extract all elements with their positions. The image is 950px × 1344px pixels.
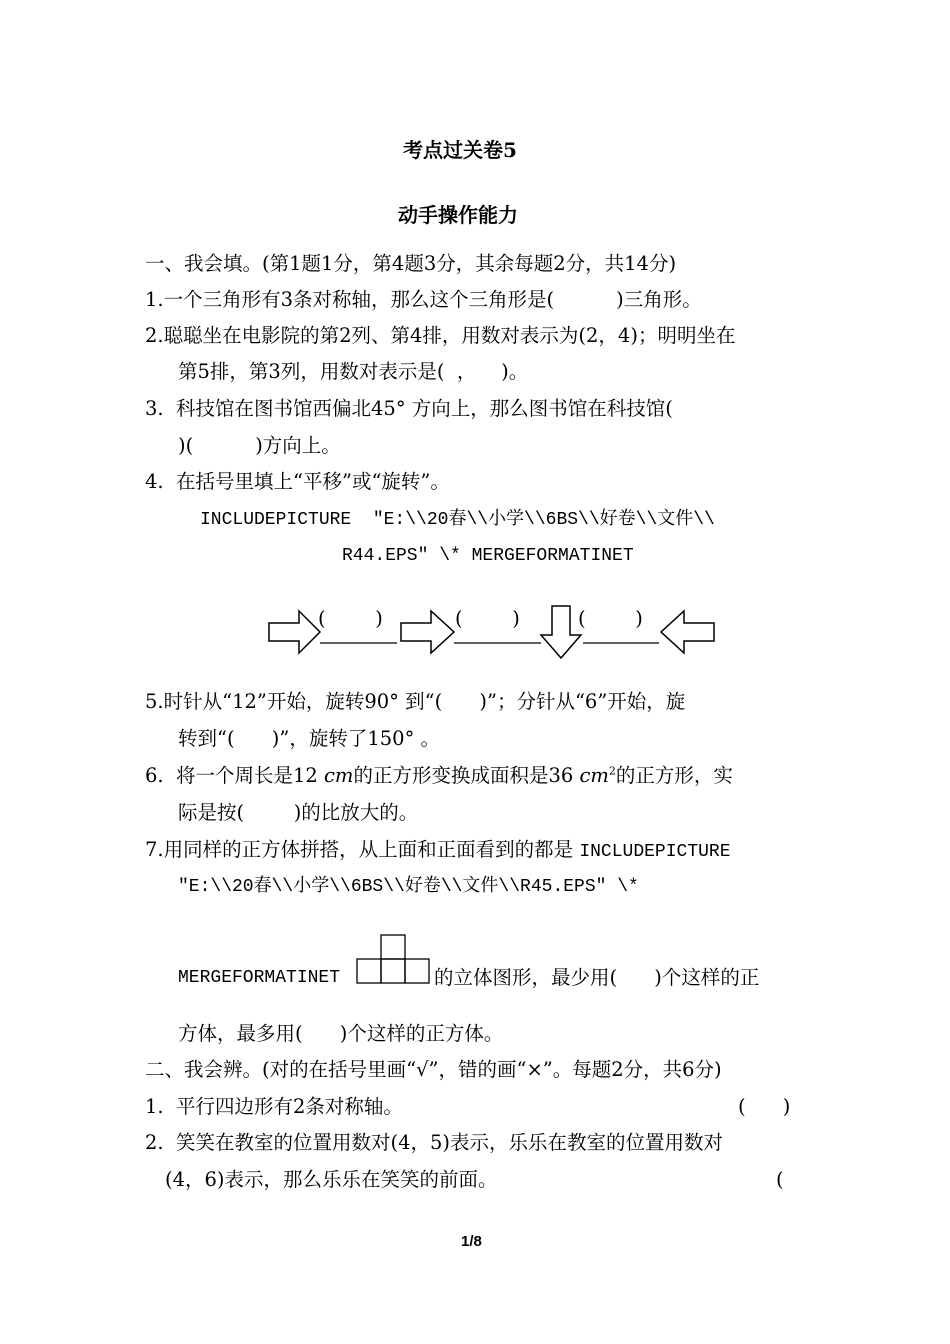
question-5-line2: 转到“( )”，旋转了150° 。 (178, 727, 441, 750)
question-7-field-code-c: MERGEFORMATINET (178, 968, 341, 988)
question-6-line1 (145, 764, 733, 788)
judge-question-2-answer: ( (776, 1168, 784, 1191)
section1-heading: 一、我会填。(第1题1分，第4题3分，其余每题2分，共14分) (145, 252, 677, 275)
question-7-line4: 方体，最多用( )个这样的正方体。 (178, 1022, 504, 1045)
question-7-field-code-b: "E:\\20春\\小学\\6BS\\好卷\\文件\\R45.EPS" \* (178, 877, 639, 897)
arrow-down-icon (541, 606, 581, 658)
page-subtitle: 动手操作能力 (398, 203, 518, 227)
question-3-line2: )( )方向上。 (178, 434, 341, 457)
arrow-right-icon (401, 611, 454, 653)
question-4-field-code-line2: R44.EPS" \* MERGEFORMATINET (342, 546, 634, 566)
question-4-blank-1: ( ) (318, 607, 383, 630)
judge-question-1: 1. 平行四边形有2条对称轴。 (145, 1095, 403, 1118)
page-title: 考点过关卷5 (403, 138, 517, 162)
page-number: 1/8 (461, 1233, 482, 1250)
question-6-text-b: 的正方形变换成面积是36 (353, 764, 580, 787)
section2-heading: 二、我会辨。(对的在括号里画“√”，错的画“×”。每题2分，共6分) (145, 1058, 722, 1081)
question-4-blank-2: ( ) (455, 607, 520, 630)
question-6-text-c: 的正方形，实 (615, 764, 733, 787)
question-3-line1: 3. 科技馆在图书馆西偏北45° 方向上，那么图书馆在科技馆( (145, 397, 673, 420)
unit-cm-squared: cm (579, 764, 609, 787)
cube-view-figure (354, 933, 434, 989)
question-7-field-code-a: INCLUDEPICTURE (579, 842, 731, 862)
question-1: 1.一个三角形有3条对称轴，那么这个三角形是( )三角形。 (145, 288, 702, 311)
question-4: 4. 在括号里填上“平移”或“旋转”。 (145, 470, 450, 493)
unit-cm: cm (324, 764, 354, 787)
question-7-line3: 的立体图形，最少用( )个这样的正 (434, 966, 760, 989)
bottom-square-2 (381, 959, 405, 983)
question-2-line2: 第5排，第3列，用数对表示是( ， )。 (178, 360, 529, 383)
question-4-field-code-line1: INCLUDEPICTURE "E:\\20春\\小学\\6BS\\好卷\\文件\\ (200, 510, 715, 530)
question-6-text-a: 6. 将一个周长是12 (145, 764, 325, 787)
top-square (381, 935, 405, 959)
question-4-blank-3: ( ) (578, 607, 643, 630)
question-7-line1 (145, 838, 731, 864)
arrow-left-icon (661, 611, 714, 653)
judge-question-2-line2: (4，6)表示，那么乐乐在笑笑的前面。 (165, 1168, 498, 1191)
bottom-square-1 (357, 959, 381, 983)
question-6-line2: 际是按( )的比放大的。 (178, 801, 419, 824)
question-2-line1: 2.聪聪坐在电影院的第2列、第4排，用数对表示为(2，4)；明明坐在 (145, 324, 736, 347)
question-5-line1: 5.时针从“12”开始，旋转90° 到“( )”；分针从“6”开始，旋 (145, 690, 686, 713)
arrow-right-icon (269, 611, 320, 653)
bottom-square-3 (405, 959, 429, 983)
unit-exponent: 2 (608, 764, 616, 778)
question-7-text: 7.用同样的正方体拼搭，从上面和正面看到的都是 (145, 838, 580, 861)
judge-question-1-answer: ( ) (738, 1095, 791, 1118)
judge-question-2-line1: 2. 笑笑在教室的位置用数对(4，5)表示，乐乐在教室的位置用数对 (145, 1131, 724, 1154)
